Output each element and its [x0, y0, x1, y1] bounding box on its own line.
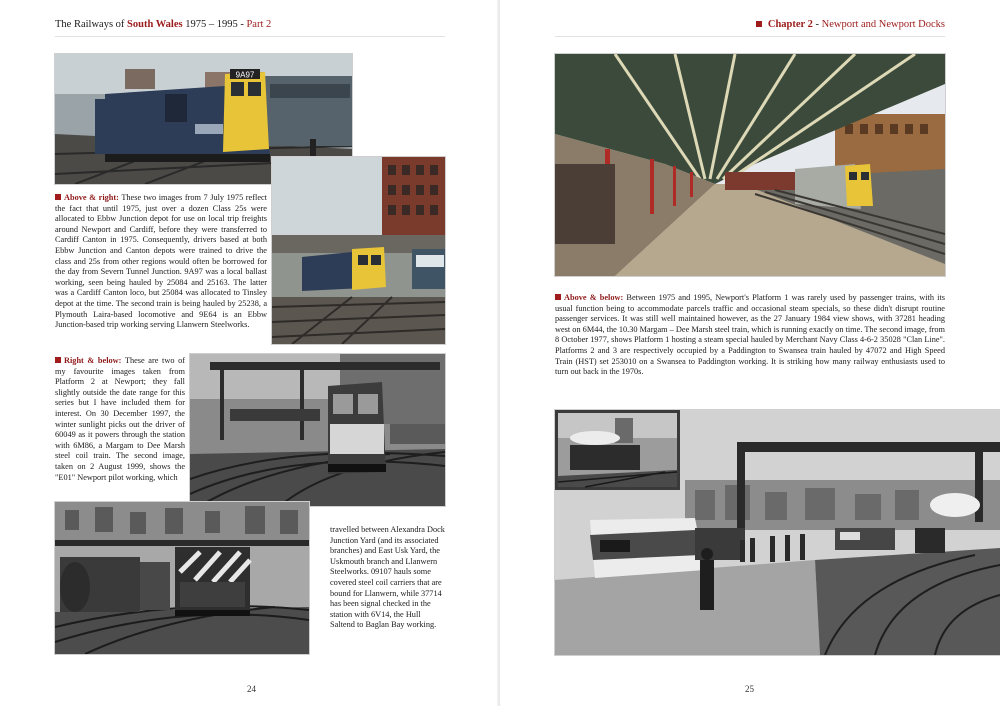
header-prefix: The Railways of: [55, 19, 125, 30]
photo-class25-trip: [272, 157, 445, 344]
header-part: Part 2: [246, 19, 272, 30]
caption-right-below: [55, 356, 185, 483]
caption-bullet: [55, 194, 61, 200]
page-number-right: 25: [745, 684, 754, 694]
headcode-9a97: 9A97: [235, 70, 255, 80]
page-number-left: 24: [247, 684, 256, 694]
running-header-right: [756, 18, 945, 32]
running-header-left: [55, 18, 271, 32]
caption-above-right: [55, 193, 267, 331]
header-dash: -: [815, 19, 820, 30]
photo-1977-steam-special: [555, 410, 1000, 655]
photo-class60-steel-coil: [190, 354, 445, 506]
right-page: [500, 0, 1000, 706]
header-bullet: [756, 21, 762, 27]
caption-lead: Right & below:: [64, 356, 122, 365]
header-rule: [55, 36, 445, 37]
caption-above-below-right: [555, 293, 945, 378]
caption-continuation: [330, 525, 445, 631]
header-rule: [555, 36, 945, 37]
caption-bullet: [555, 294, 561, 300]
header-region: South Wales: [127, 19, 183, 30]
caption-body: Between 1975 and 1995, Newport's Platform 1 was rarely used by passenger trains, with its usual function being to accommodate parcels traffic and occasional steam specials, so these didn't disrupt routine passenger services. It was still well maintained however, as the 27 January 1984 view shows, with 37281 heading west on 6M44, the 10.30 Margam – Dee Marsh steel train, which is running exactly on time. The second image, from 8 October 1977, shows Platform 1 hosting a steam special hauled by Merchant Navy Class 4-6-2 35028 "Clan Line". Platforms 2 and 3 are respectively occupied by a Paddington to Swansea train hauled by 47072 and High Speed Train (HST) set 253010 on a Swansea to Paddington working. It is striking how many railway enthusiasts used to turn out back in the 1970s.: [555, 293, 945, 377]
caption-lead: Above & below:: [564, 293, 624, 302]
photo-class09-class37: [55, 502, 309, 654]
caption-lead: Above & right:: [64, 193, 119, 202]
header-chapter: Chapter 2: [767, 19, 813, 30]
caption-body: These two images from 7 July 1975 reflect the fact that until 1975, just over a dozen Class 25s were allocated to Ebbw Junction depot for use on local trip freights around Newport and Cardiff, before they were transferred to Cardiff Canton in 1975. Consequently, drivers based at both Ebbw Junction and Canton depots were trained to drive the class and 25s from other regions would often be borrowed for the day from Severn Tunnel Junction. 9A97 was a local ballast working, seen being hauled by 25084 and 25163. The latter was a Cardiff Canton loco, but 25084 was allocated to Tinsley depot at the time. The second train is being hauled by 25238, a Plymouth Laira-based locomotive and 9E64 is an Ebbw Junction-based trip working serving Llanwern Steelworks.: [55, 193, 267, 330]
caption-body: travelled between Alexandra Dock Junction Yard (and its associated branches) and East Usk Yard, the Uskmouth branch and Llanwern Steelworks. 09107 hauls some covered steel coil carriers that are bound for Llanwern, while 37714 has been signal checked in the station with 6V14, the Hull Saltend to Baglan Bay working.: [330, 525, 445, 630]
photo-platform1-canopy: [555, 54, 945, 276]
caption-bullet: [55, 357, 61, 363]
caption-body: These are two of my favourite images taken from Platform 2 at Newport; they fall slightly outside the date range for this series but I have included them for interest. On 30 December 1997, the winter sunlight picks out the driver of 60049 as it powers through the station with 6M86, a Margam to Dee Marsh steel coil train. The second image, taken on 2 August 1999, shows the "E01" Newport pilot working, which: [55, 356, 185, 482]
header-years: 1975 – 1995 -: [185, 19, 244, 30]
header-chapter-title: Newport and Newport Docks: [821, 19, 945, 30]
